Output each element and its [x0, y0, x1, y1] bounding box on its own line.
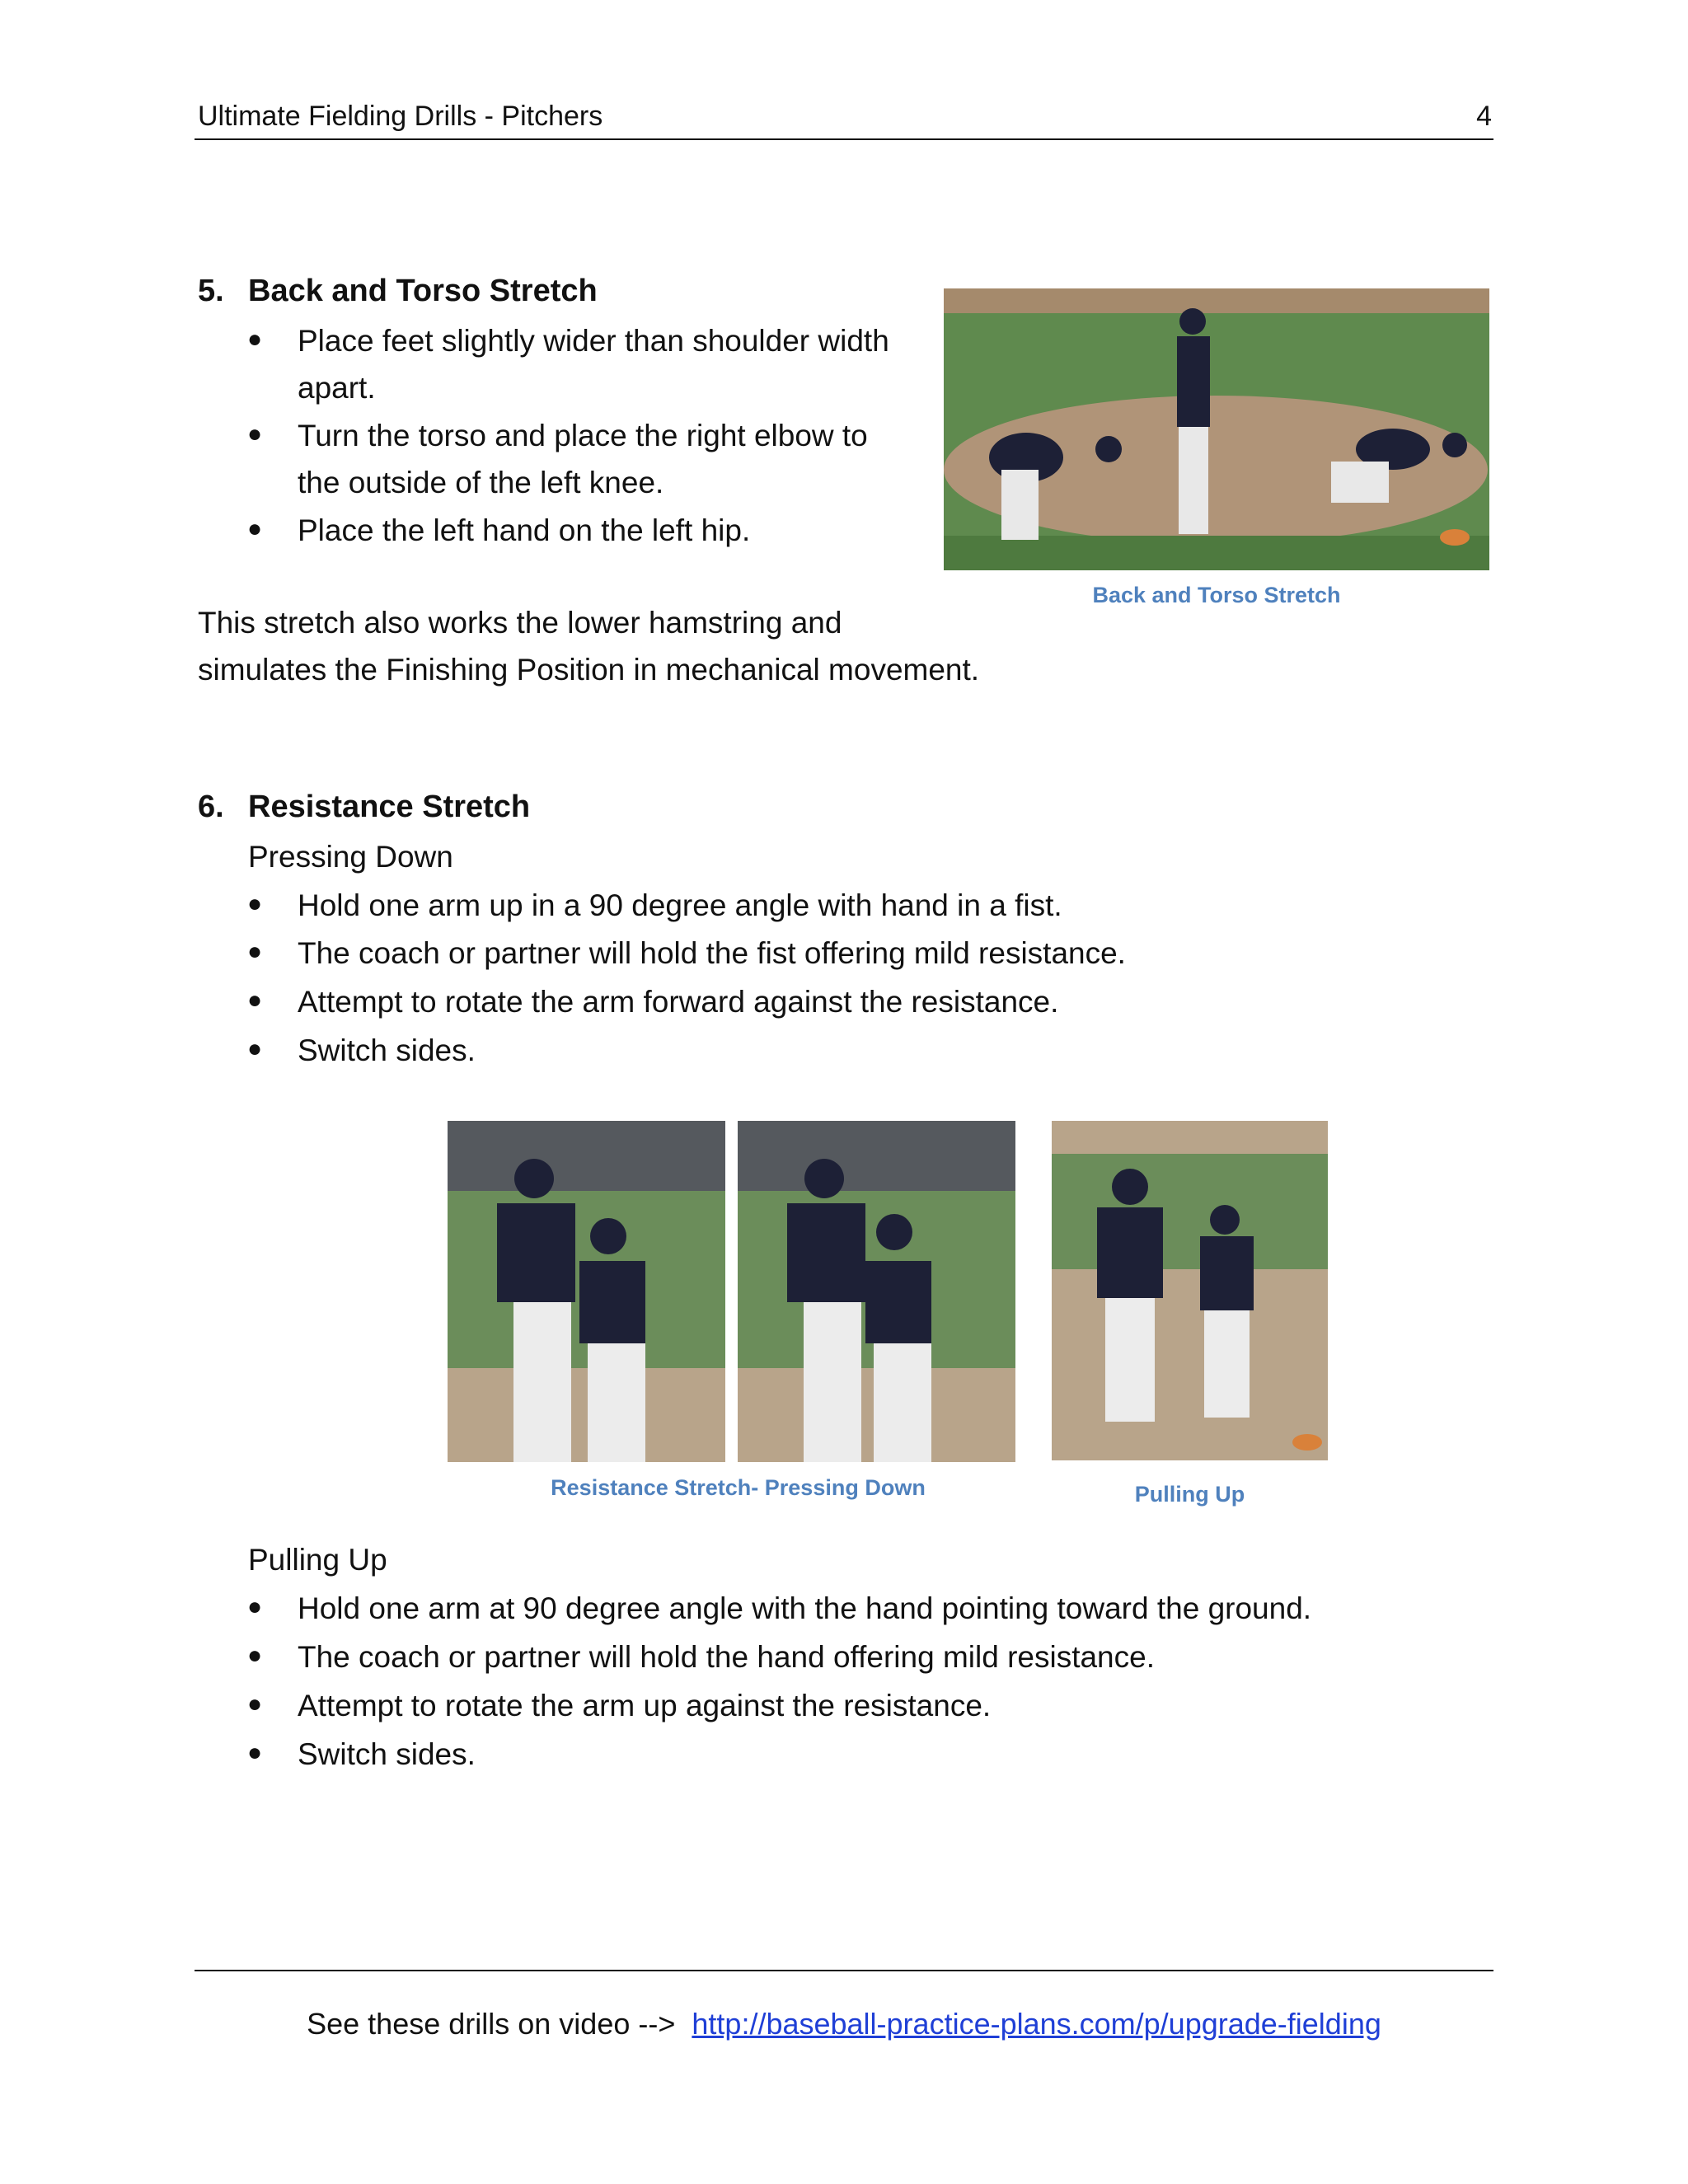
- header-divider: [195, 138, 1493, 140]
- bullet-icon: ●: [247, 420, 263, 448]
- bullet-icon: ●: [247, 987, 263, 1014]
- section5-number: 5.: [198, 274, 224, 308]
- header-title: Ultimate Fielding Drills - Pitchers: [198, 101, 603, 132]
- bullet-icon: ●: [247, 1642, 263, 1669]
- bullet-icon: ●: [247, 326, 263, 353]
- pressing-bullet-3: Attempt to rotate the arm forward against the resistance.: [298, 985, 1059, 1019]
- page-footer: [0, 2007, 1688, 2041]
- section5-bullet-3: Place the left hand on the left hip.: [298, 513, 751, 547]
- pulling-bullet-1: Hold one arm at 90 degree angle with the hand pointing toward the ground.: [298, 1591, 1312, 1625]
- back-torso-stretch-photo: [944, 288, 1489, 570]
- back-torso-stretch-caption: Back and Torso Stretch: [1092, 583, 1341, 607]
- section5-paragraph-line2: simulates the Finishing Position in mechanical movement.: [198, 653, 980, 687]
- bullet-icon: ●: [247, 1035, 263, 1062]
- pulling-up-photo: [1052, 1121, 1328, 1460]
- section5-bullet-1: Place feet slightly wider than shoulder width: [298, 324, 889, 358]
- pulling-bullet-4: Switch sides.: [298, 1737, 476, 1771]
- section5-bullet-1-cont: apart.: [298, 371, 376, 405]
- page-number: 4: [1476, 101, 1492, 132]
- section5-paragraph-line1: This stretch also works the lower hamstring and: [198, 606, 842, 640]
- pulling-up-subheading: Pulling Up: [248, 1543, 387, 1577]
- pulling-bullet-3: Attempt to rotate the arm up against the resistance.: [298, 1689, 992, 1722]
- bullet-icon: ●: [247, 1739, 263, 1766]
- section5-bullet-2: Turn the torso and place the right elbow to: [298, 419, 868, 452]
- bullet-icon: ●: [247, 1690, 263, 1718]
- section5-heading: Back and Torso Stretch: [248, 274, 598, 308]
- upgrade-fielding-link[interactable]: http://baseball-practice-plans.com/p/upgrade-fielding: [692, 2007, 1381, 2041]
- section5-bullet-2-cont: the outside of the left knee.: [298, 466, 664, 499]
- pressing-bullet-2: The coach or partner will hold the fist offering mild resistance.: [298, 936, 1126, 970]
- footer-lead-text: See these drills on video -->: [307, 2007, 676, 2041]
- pulling-up-caption: Pulling Up: [1134, 1482, 1245, 1507]
- pressing-down-caption: Resistance Stretch- Pressing Down: [551, 1475, 926, 1500]
- pressing-down-photo-2: [738, 1121, 1015, 1462]
- bullet-icon: ●: [247, 890, 263, 917]
- bullet-icon: ●: [247, 938, 263, 965]
- pressing-bullet-4: Switch sides.: [298, 1033, 476, 1067]
- bullet-icon: ●: [247, 1593, 263, 1620]
- bullet-icon: ●: [247, 515, 263, 542]
- footer-divider: [195, 1970, 1493, 1971]
- pressing-down-subheading: Pressing Down: [248, 840, 453, 874]
- pressing-bullet-1: Hold one arm up in a 90 degree angle with hand in a fist.: [298, 888, 1062, 922]
- page-header: [198, 97, 1492, 138]
- pressing-down-photo-1: [448, 1121, 725, 1462]
- pulling-bullet-2: The coach or partner will hold the hand offering mild resistance.: [298, 1640, 1155, 1674]
- section6-heading: Resistance Stretch: [248, 790, 531, 824]
- section6-number: 6.: [198, 790, 224, 824]
